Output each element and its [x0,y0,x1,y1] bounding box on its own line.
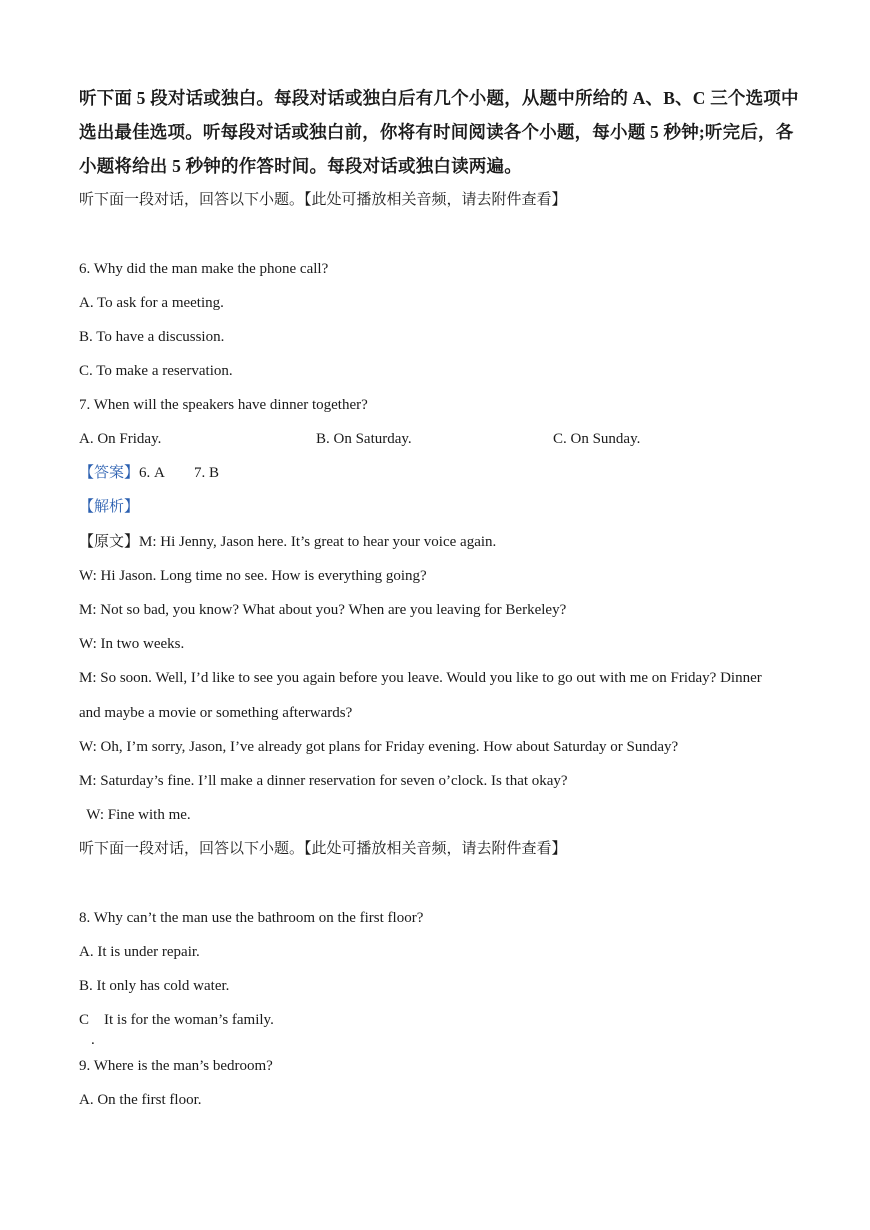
answer-line [79,463,219,483]
q9-option-a: A. On the first floor. [79,1092,202,1108]
transcript-line-1 [79,532,496,552]
q6-option-a: A. To ask for a meeting. [79,295,224,311]
transcript-line-8: M: Saturday’s fine. I’ll make a dinner reservation for seven o’clock. Is that okay? [79,773,568,789]
transcript-line-2: W: Hi Jason. Long time no see. How is everything going? [79,568,427,584]
q8-option-c-dot: . [91,1032,95,1048]
answer-label: 【答案】 [79,465,140,481]
intro-line-2: 选出最佳选项。听每段对话或独白前，你将有时间阅读各个小题，每小题 5 秒钟;听完后，各 [79,122,794,142]
intro-line-1: 听下面 5 段对话或独白。每段对话或独白后有几个小题，从题中所给的 A、B、C 三个选项中 [79,88,799,108]
transcript-line-6: and maybe a movie or something afterwards? [79,705,353,721]
q6-option-b: B. To have a discussion. [79,329,225,345]
q8-question: 8. Why can’t the man use the bathroom on the first floor? [79,910,424,926]
section2-instruction: 听下面一段对话，回答以下小题。【此处可播放相关音频，请去附件查看】 [79,841,567,857]
q6-question: 6. Why did the man make the phone call? [79,261,329,277]
answer-text: 6. A 7. B [139,465,220,481]
transcript-line-3: M: Not so bad, you know? What about you? When are you leaving for Berkeley? [79,602,567,618]
analysis-label: 【解析】 [79,499,140,515]
q7-question: 7. When will the speakers have dinner together? [79,397,368,413]
q8-option-c: C It is for the woman’s family. [79,1012,274,1028]
transcript-line-9: W: Fine with me. [79,807,191,823]
q8-option-a: A. It is under repair. [79,944,200,960]
q7-option-c: C. On Sunday. [553,431,641,447]
q7-option-a: A. On Friday. [79,431,162,447]
transcript-line-7: W: Oh, I’m sorry, Jason, I’ve already got plans for Friday evening. How about Saturday or Sunday? [79,739,679,755]
q7-option-b: B. On Saturday. [316,431,412,447]
transcript-text-1: M: Hi Jenny, Jason here. It’s great to hear your voice again. [139,534,497,550]
q8-option-b: B. It only has cold water. [79,978,230,994]
section1-instruction: 听下面一段对话，回答以下小题。【此处可播放相关音频，请去附件查看】 [79,192,567,208]
transcript-label: 【原文】 [79,534,140,550]
intro-line-3: 小题将给出 5 秒钟的作答时间。每段对话或独白读两遍。 [79,156,522,176]
transcript-line-4: W: In two weeks. [79,636,185,652]
transcript-line-5: M: So soon. Well, I’d like to see you again before you leave. Would you like to go out with me on Friday? Dinner [79,670,762,686]
q6-option-c: C. To make a reservation. [79,363,233,379]
q9-question: 9. Where is the man’s bedroom? [79,1058,273,1074]
